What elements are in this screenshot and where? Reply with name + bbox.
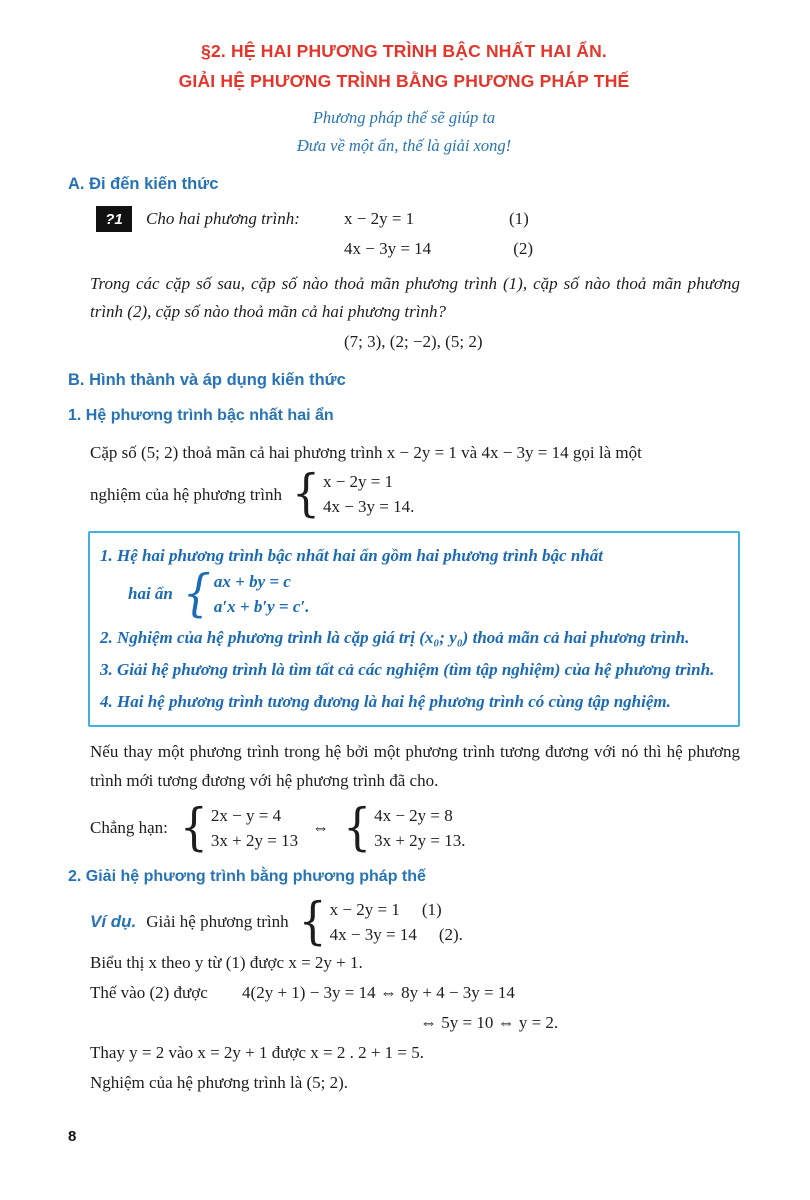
note-paragraph: Nếu thay một phương trình trong hệ bởi một phương trình tương đương với nó thì hệ phương trình mới tương đương với hệ phương trình đã cho. <box>90 742 740 790</box>
equivalence-example-row <box>90 798 740 857</box>
page-number: 8 <box>68 1128 77 1145</box>
solution-step-2 <box>90 979 740 1007</box>
motto <box>68 104 740 160</box>
solution-step-4: Thay y = 2 vào x = 2y + 1 được x = 2 . 2 + 1 = 5. <box>90 1043 424 1062</box>
title-line-1: §2. HỆ HAI PHƯƠNG TRÌNH BẬC NHẤT HAI ẨN. <box>201 41 607 61</box>
system-lines <box>330 897 463 947</box>
example-system-1 <box>179 798 299 857</box>
definition-item-3: 3. Giải hệ phương trình là tìm tất cả các nghiệm (tìm tập nghiệm) của hệ phương trình. <box>100 660 715 679</box>
vi-du-system <box>298 892 463 951</box>
system-line-top-number: (1) <box>421 900 442 919</box>
vi-du-intro: Giải hệ phương trình <box>146 912 289 931</box>
paragraph-line-2 <box>90 464 740 523</box>
title-line-2: GIẢI HỆ PHƯƠNG TRÌNH BẰNG PHƯƠNG PHÁP THẾ <box>178 71 630 91</box>
example-label: Chẳng hạn: <box>90 818 168 837</box>
system-lines <box>374 803 465 853</box>
question-1-row-2 <box>344 236 740 262</box>
brace-left-icon: { <box>343 798 372 857</box>
system-line-top: 4x − 2y = 8 <box>374 806 453 825</box>
system-line-bottom: a′x + b′y = c′. <box>213 597 310 616</box>
question-1-row <box>68 206 740 232</box>
system-line-bottom: 4x − 3y = 14. <box>322 497 415 516</box>
example-system-2 <box>343 798 466 857</box>
brace-left-icon: { <box>179 798 208 857</box>
solution-step-1: Biểu thị x theo y từ (1) được x = 2y + 1. <box>90 953 363 972</box>
system-line-top: ax + by = c <box>213 572 291 591</box>
motto-line-2: Đưa về một ẩn, thế là giải xong! <box>296 136 512 155</box>
section-b-heading: B. Hình thành và áp dụng kiến thức <box>68 371 346 389</box>
definition-box <box>88 531 740 727</box>
system-line-top: 2x − y = 4 <box>210 806 282 825</box>
equation-2-number: (2) <box>513 239 534 258</box>
solution-step-3: ⇔ 5y = 10 ⇔ y = 2. <box>420 1013 559 1032</box>
page-title <box>68 36 740 96</box>
definition-item-1-line-2 <box>128 564 724 623</box>
brace-left-icon: { <box>182 564 211 623</box>
equation-1: x − 2y = 1 <box>344 209 415 228</box>
definition-item-2: 2. Nghiệm của hệ phương trình là cặp giá trị (x₀; y₀) thoả mãn cả hai phương trình. <box>100 628 690 647</box>
question-1-intro: Cho hai phương trình: <box>146 209 300 228</box>
equivalence-symbol: ⇔ <box>312 818 330 837</box>
system-line-top: x − 2y = 1 <box>322 472 394 491</box>
system-lines <box>214 569 310 619</box>
system-line-bottom: 4x − 3y = 14 <box>329 925 417 944</box>
definition-item-4: 4. Hai hệ phương trình tương đương là hai hệ phương trình có cùng tập nghiệm. <box>100 692 671 711</box>
system-line-top: x − 2y = 1 <box>329 900 400 919</box>
vi-du-label: Ví dụ. <box>90 912 137 931</box>
paragraph-system-intro <box>90 438 740 523</box>
equation-1-number: (1) <box>509 209 529 228</box>
system-line-bottom-number: (2). <box>438 925 463 944</box>
definition-item-1: 1. Hệ hai phương trình bậc nhất hai ẩn gồm hai phương trình bậc nhất <box>100 546 603 565</box>
brace-left-icon: { <box>298 892 327 951</box>
subsection-2-heading: 2. Giải hệ phương trình bằng phương pháp thế <box>68 868 426 885</box>
system-line-bottom-row <box>330 922 463 947</box>
solution-step-2-label: Thế vào (2) được <box>90 983 208 1002</box>
motto-line-1: Phương pháp thế sẽ giúp ta <box>312 108 496 127</box>
brace-left-icon: { <box>291 464 320 523</box>
number-pairs: (7; 3), (2; −2), (5; 2) <box>344 332 483 351</box>
definition-item-1-prefix: hai ẩn <box>128 584 173 603</box>
paragraph-line-1: Cặp số (5; 2) thoả mãn cả hai phương trình x − 2y = 1 và 4x − 3y = 14 gọi là một <box>90 443 642 462</box>
solution-step-2-equation: 4(2y + 1) − 3y = 14 ⇔ 8y + 4 − 3y = 14 <box>242 983 515 1002</box>
system-line-top-row <box>330 897 463 922</box>
system-line-bottom: 3x + 2y = 13. <box>374 831 466 850</box>
vi-du-row <box>90 892 740 951</box>
subsection-1-heading: 1. Hệ phương trình bậc nhất hai ẩn <box>68 407 334 424</box>
equation-2: 4x − 3y = 14 <box>344 239 432 258</box>
section-a-heading: A. Đi đến kiến thức <box>68 175 219 193</box>
general-system <box>182 564 310 623</box>
question-1-badge: ?1 <box>96 206 132 232</box>
paragraph-line-2-text: nghiệm của hệ phương trình <box>90 484 282 504</box>
equation-system <box>291 464 415 523</box>
system-line-bottom: 3x + 2y = 13 <box>210 831 299 850</box>
system-lines <box>323 469 414 519</box>
system-lines <box>211 803 298 853</box>
solution-conclusion: Nghiệm của hệ phương trình là (5; 2). <box>90 1073 349 1092</box>
question-1-text: Trong các cặp số sau, cặp số nào thoả mãn phương trình (1), cặp số nào thoả mãn phương trình (2), cặp số nào thoả mãn cả hai phương trình? <box>90 274 740 321</box>
